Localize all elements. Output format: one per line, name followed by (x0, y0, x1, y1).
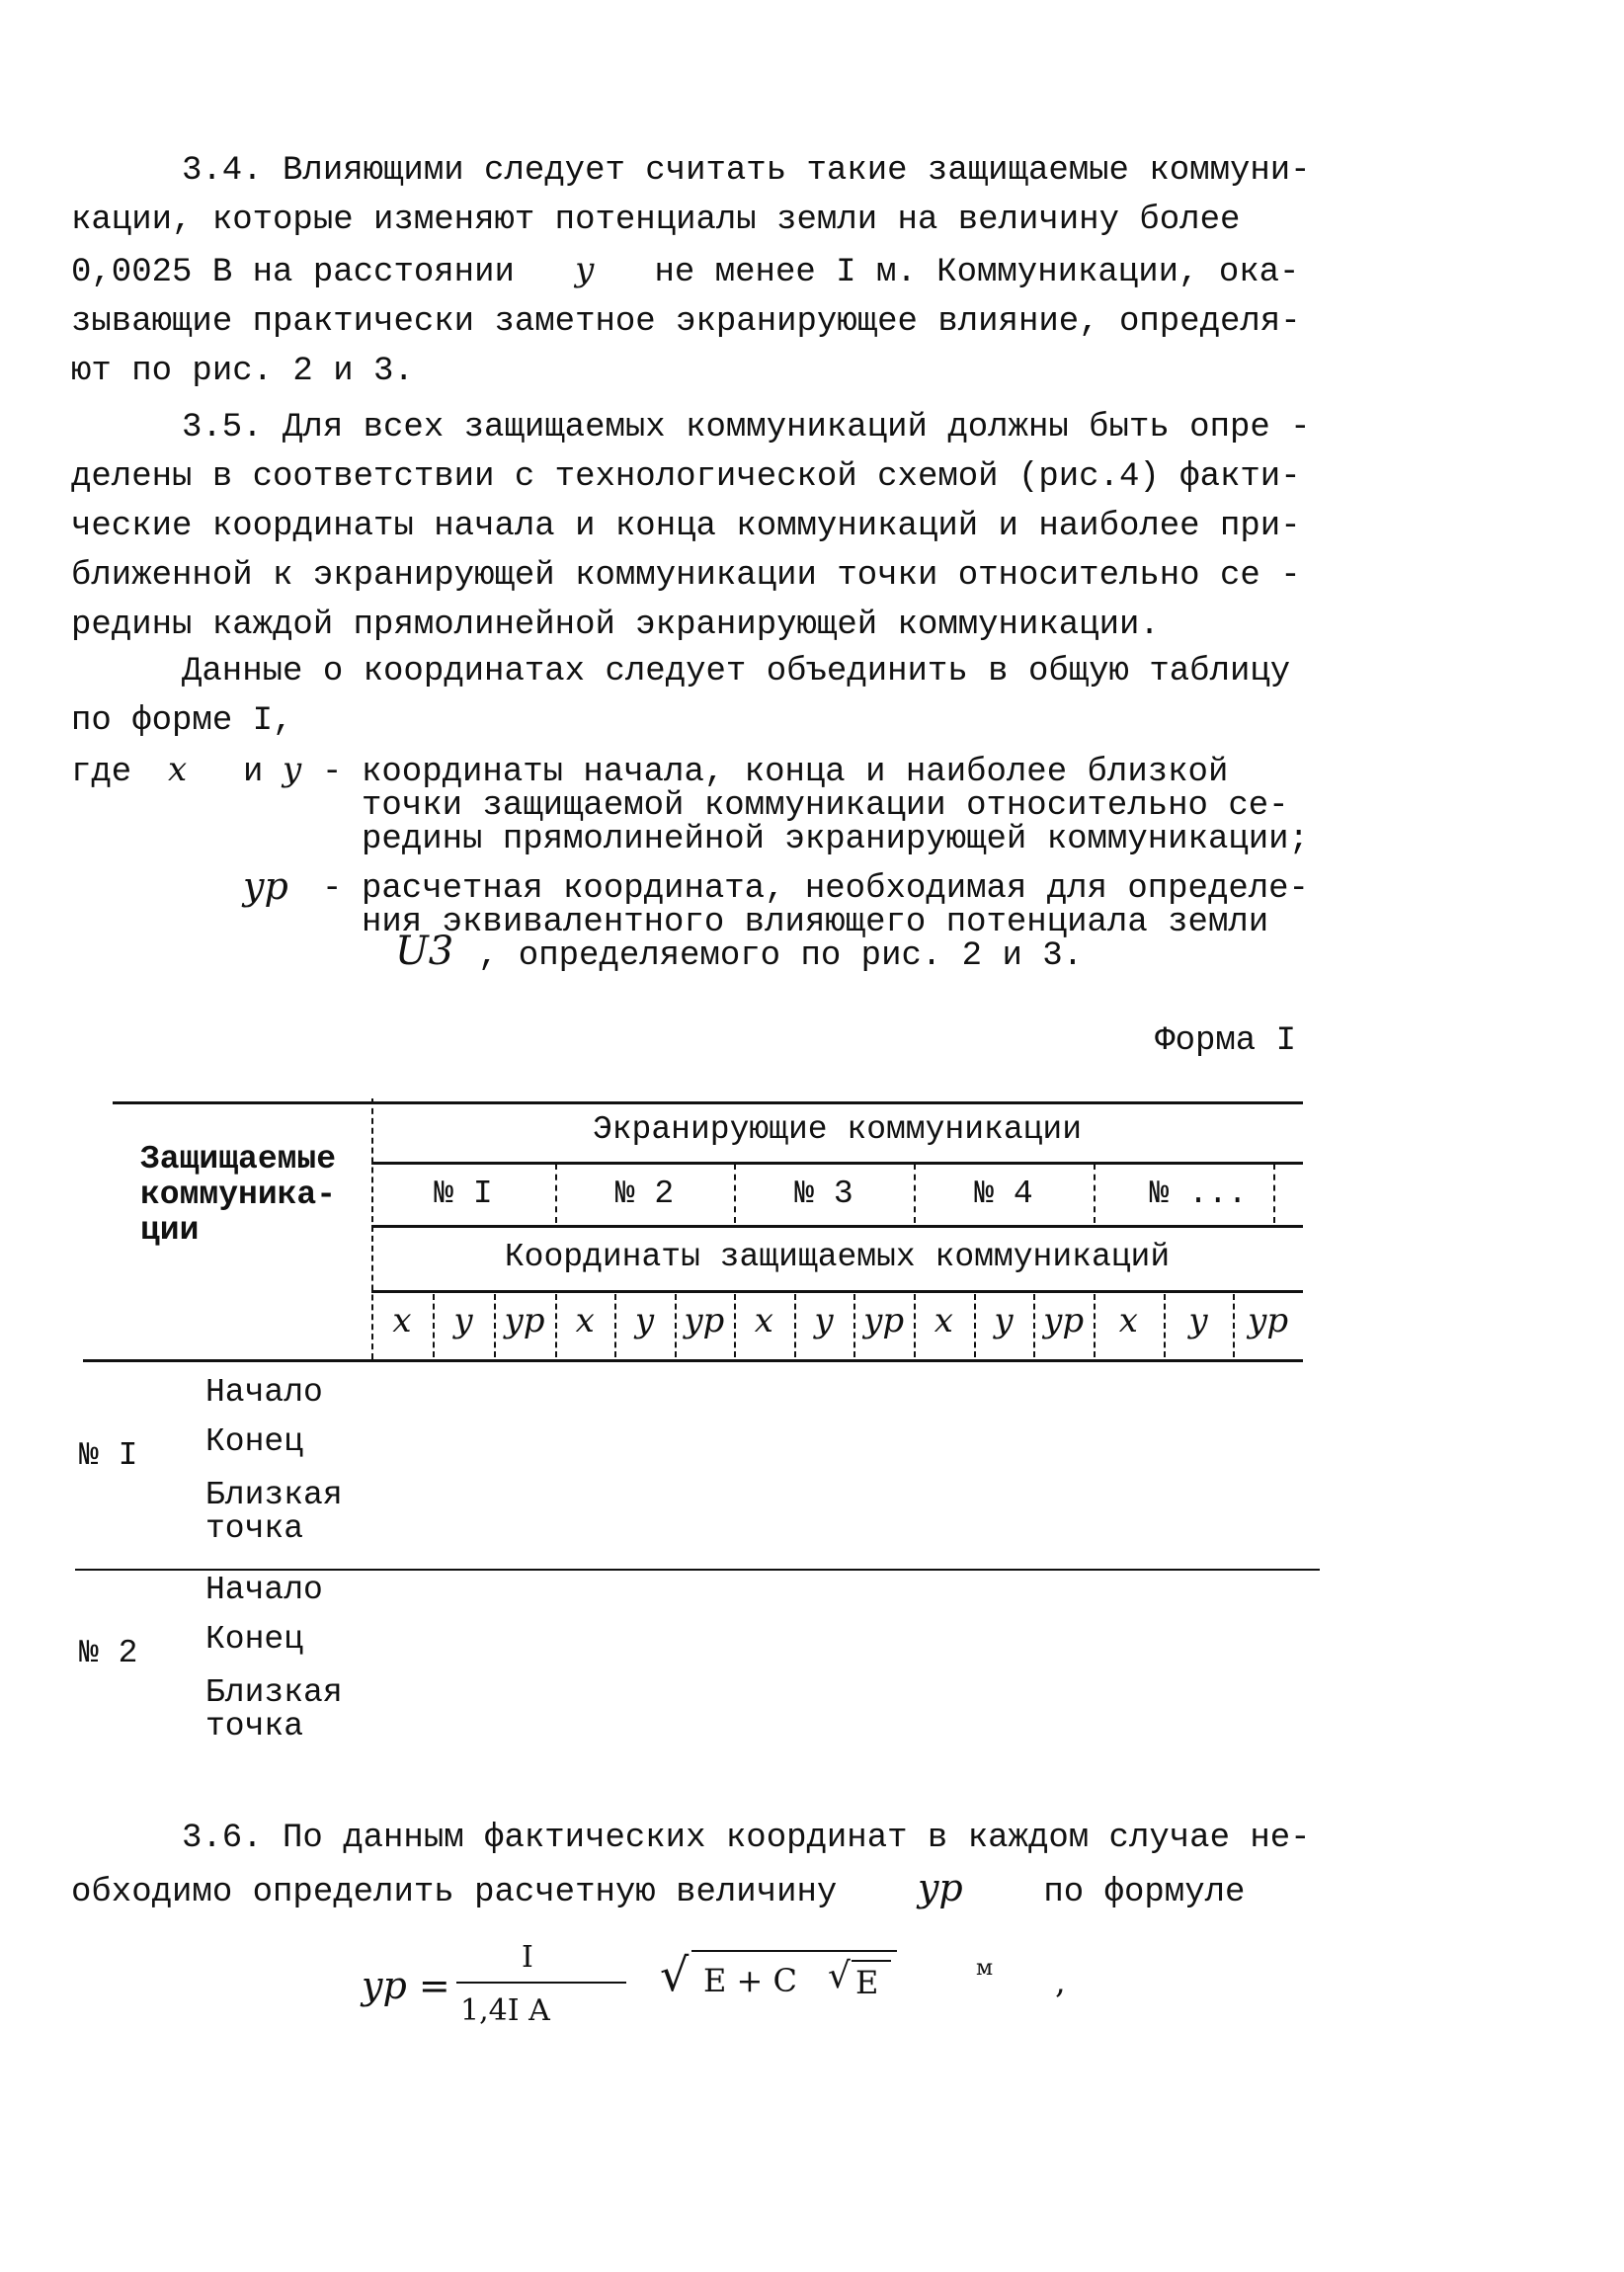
coord-divider (1233, 1294, 1235, 1357)
definition-xy (71, 756, 131, 789)
screen-number: № I (434, 1176, 493, 1212)
text-fragment: 0,0025 В на расстоянии (71, 254, 515, 291)
definition-u3-text (478, 939, 1083, 973)
table-rule (371, 1290, 1303, 1293)
form-label: Форма I (1155, 1022, 1296, 1060)
formula-unit: м (976, 1956, 994, 1981)
row-label: Близкая (205, 1674, 343, 1711)
sqrt-sign: √ (660, 1948, 690, 2001)
text-line: редины прямолинейной экранирующей коммуникации; (362, 821, 1309, 858)
sqrt-bar (691, 1950, 897, 1952)
formula-lhs: yp = (362, 1964, 450, 2007)
coord-divider (494, 1294, 496, 1357)
text-line (71, 1863, 1306, 1917)
screen-number: № 3 (794, 1176, 853, 1212)
table-rule (371, 1162, 1303, 1165)
coord-symbol: y (994, 1301, 1014, 1340)
formula-radicand: E + C (703, 1962, 797, 1999)
table-top-rule (113, 1101, 1303, 1104)
row-label: Конец (205, 1423, 304, 1460)
coord-symbol: x (754, 1301, 773, 1340)
coord-symbol: y (634, 1301, 655, 1340)
row-header (140, 1142, 336, 1249)
row-header-line: коммуника- (140, 1177, 337, 1213)
formula-denominator: 1,4I A (460, 1993, 550, 2028)
text-line: расчетная координата, необходимая для определе- (362, 870, 1309, 908)
text-line: ют по рис. 2 и 3. (71, 353, 414, 390)
coord-symbol: y (1188, 1301, 1208, 1340)
row-label: точка (205, 1708, 304, 1745)
text-line: кации, которые изменяют потенциалы земли на величину более (71, 202, 1241, 239)
var-yp (243, 864, 288, 908)
text-line: ближенной к экранирующей коммуникации точки относительно се - (71, 557, 1301, 595)
text-line (71, 245, 1306, 297)
dash (322, 756, 342, 789)
row-number: № I (79, 1437, 138, 1474)
definition-xy-text (362, 756, 1309, 856)
inner-sqrt-bar (852, 1960, 891, 1962)
row-label: Начало (205, 1374, 323, 1411)
coord-symbol: yp (1043, 1301, 1085, 1340)
coord-symbol: x (392, 1301, 412, 1340)
dash (322, 872, 342, 906)
text-line: координаты начала, конца и наиболее близкой (362, 754, 1229, 791)
row-header-line: ции (140, 1212, 200, 1249)
text-line: зывающие практически заметное экранирующее влияние, определя- (71, 303, 1301, 341)
formula-numerator: I (522, 1940, 533, 1975)
text-line: , определяемого по рис. 2 и 3. (478, 937, 1084, 975)
text-fragment: не менее I м. Коммуникации, ока- (654, 254, 1300, 291)
var-y: y (575, 250, 595, 289)
formula-comma: , (1055, 1962, 1066, 2001)
var-yp-text: yp (243, 864, 288, 908)
and-label (243, 756, 263, 789)
coord-symbol: y (453, 1301, 473, 1340)
text-line: точки защищаемой коммуникации относительно се- (362, 787, 1289, 825)
coord-divider (675, 1294, 677, 1357)
definition-yp-text (362, 872, 1309, 939)
coord-symbol: x (1118, 1301, 1138, 1340)
paragraph-data (71, 647, 1306, 746)
row-label: Начало (205, 1572, 323, 1608)
coord-symbol: yp (1248, 1301, 1289, 1340)
text-line: ческие координаты начала и конца коммуникаций и наиболее при- (71, 508, 1301, 545)
table-row-separator (75, 1569, 1320, 1571)
coord-divider (974, 1294, 976, 1357)
coord-divider (853, 1294, 855, 1357)
coords-header: Координаты защищаемых коммуникаций (504, 1239, 1171, 1275)
var-u3 (395, 929, 454, 974)
fraction-bar (456, 1982, 626, 1984)
paragraph-3-6 (71, 1814, 1311, 1917)
coord-divider (614, 1294, 616, 1357)
dash-text: - (322, 754, 343, 791)
text-line: 3.5. Для всех защищаемых коммуникаций должны быть опре - (182, 409, 1311, 446)
paragraph-3-4 (71, 146, 1311, 396)
where-label: где (71, 754, 132, 791)
text-line: по форме I, (71, 702, 293, 740)
dash-text: - (322, 870, 343, 908)
text-line: делены в соответствии с технологической схемой (рис.4) факти- (71, 458, 1301, 496)
coord-symbol: y (814, 1301, 834, 1340)
coord-divider (433, 1294, 435, 1357)
group-header: Экранирующие коммуникации (592, 1111, 1083, 1148)
text-line: 3.4. Влияющими следует считать такие защищаемые коммуни- (182, 152, 1311, 190)
text-fragment: по формуле (1043, 1874, 1246, 1911)
row-number: № 2 (79, 1635, 138, 1671)
table-rule (371, 1225, 1303, 1228)
var-x (168, 750, 188, 789)
table-header-bottom-rule (83, 1359, 1303, 1362)
text-line: ния эквивалентного влияющего потенциала земли (362, 904, 1269, 941)
row-header-line: Защищаемые (140, 1141, 337, 1177)
row-label: Близкая (205, 1477, 343, 1513)
text-line: редины каждой прямолинейной экранирующей коммуникации. (71, 607, 1160, 644)
var-u3-text: U3 (395, 929, 454, 974)
coord-symbol: yp (684, 1301, 725, 1340)
row-label: Конец (205, 1621, 304, 1658)
var-y (283, 750, 302, 789)
text-fragment: обходимо определить расчетную величину (71, 1874, 838, 1911)
screen-number: № 4 (974, 1176, 1033, 1212)
coord-symbol: x (934, 1301, 953, 1340)
inner-sqrt-sign: √ (828, 1956, 851, 1996)
and-text: и (243, 754, 264, 791)
var-yp: yp (917, 1866, 963, 1909)
var-y-text: y (283, 750, 302, 789)
row-label: точка (205, 1510, 304, 1547)
screen-number: № 2 (614, 1176, 675, 1212)
formula-inner: E (855, 1964, 879, 2001)
var-x-text: x (168, 750, 188, 789)
coord-symbol: x (575, 1301, 595, 1340)
coord-divider (1033, 1294, 1035, 1357)
text-line: Данные о координатах следует объединить в общую таблицу (182, 653, 1291, 690)
screen-number: № ... (1149, 1176, 1248, 1212)
text-line: 3.6. По данным фактических координат в каждом случае не- (182, 1820, 1311, 1857)
coord-symbol: yp (863, 1301, 905, 1340)
coord-symbol: yp (504, 1301, 545, 1340)
paragraph-3-5 (71, 403, 1311, 650)
coord-divider (794, 1294, 796, 1357)
coord-divider (1164, 1294, 1166, 1357)
